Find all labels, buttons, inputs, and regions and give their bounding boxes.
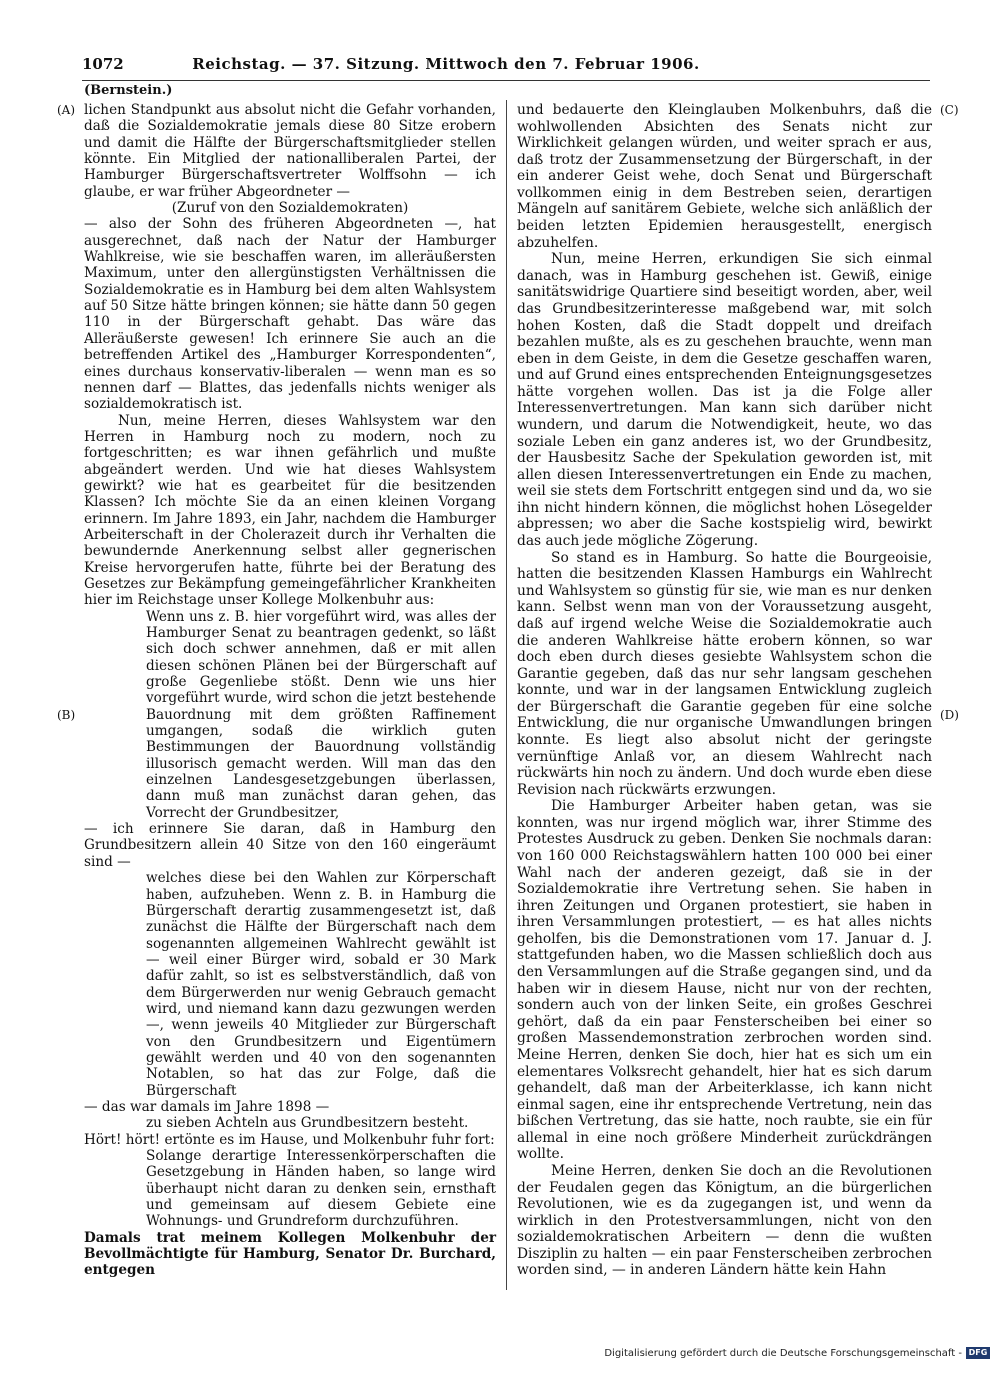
paragraph: zu sieben Achteln aus Grundbesitzern besteht. (146, 1115, 469, 1132)
paragraph: Damals trat meinem Kollegen Molkenbuhr der Bevollmächtigte für Hamburg, Senator Dr. Burchard, entgegen (84, 1229, 496, 1279)
page-number: 1072 (82, 55, 124, 73)
column-divider (506, 100, 507, 1290)
margin-label-b: (B) (57, 708, 76, 722)
paragraph: — das war damals im Jahre 1898 — (84, 1098, 330, 1115)
right-column (517, 102, 932, 1279)
dfg-logo: DFG (966, 1347, 990, 1359)
paragraph: Nun, meine Herren, dieses Wahlsystem war den Herren in Hamburg noch zu modern, noch zu fortgeschritten; es war ihnen gefährlich und mußte abgeändert werden. Und wie hat dieses Wahlsystem gewirkt? wie hat es gearbeitet für die besitzenden Klassen? Ich möchte Sie da an einen kleinen Vorgang erinnern. Im Jahre 1893, ein Jahr, nachdem die Hamburger Arbeiterschaft in der Cholerazeit durch ihr Verhalten die bewundernde Anerkennung selbst aller gegnerischen Kreise hervorgerufen hatte, führte bei der Beratung des Gesetzes zur Bekämpfung gemeingefährlicher Krankheiten hier im Reichstage unser Kollege Molkenbuhr aus: (84, 412, 496, 609)
speaker-note: (Bernstein.) (84, 83, 173, 98)
footer-text: Digitalisierung gefördert durch die Deutsche Forschungsgemeinschaft - (604, 1347, 962, 1359)
paragraph: lichen Standpunkt aus absolut nicht die Gefahr vorhanden, daß die Sozialdemokratie jemals diese 80 Sitze erobern und damit die Hälfte der Bürgerschaftsmitglieder stellen könnte. Ein Mitglied der nationalliberalen Partei, der Hamburger Bürgerschaftsvertreter Wolffsohn — ich glaube, er war früher Abgeordneter — (84, 102, 496, 200)
paragraph: (Zuruf von den Sozialdemokraten) (171, 200, 409, 217)
margin-label-d: (D) (940, 708, 959, 722)
header-rule (82, 80, 930, 81)
left-column (84, 102, 496, 1279)
paragraph: Wenn uns z. B. hier vorgeführt wird, was alles der Hamburger Senat zu beantragen gedenkt, so läßt sich doch schwer annehmen, daß er mit allen diesen schönen Plänen bei der Bürgerschaft auf große Gegenliebe stößt. Denn wie uns hier vorgeführt wurde, wird schon die jetzt bestehende Bauordnung mit dem größten Raffinement umgangen, sodaß die wirklich guten Bestimmungen der Bauordnung vollständig illusorisch gemacht werden. Will man das den einzelnen Landesgesetzgebungen überlassen, dann muß man zunächst daran gehen, das Vorrecht der Grundbesitzer, (146, 608, 496, 821)
running-title: Reichstag. — 37. Sitzung. Mittwoch den 7. Februar 1906. (192, 55, 700, 73)
paragraph: und bedauerte den Kleinglauben Molkenbuhrs, daß die wohlwollenden Absichten des Senats nicht zur Wirklichkeit gelangen würden, und weiter sprach er aus, daß trotz der Zusammensetzung der Bürgerschaft, in der ein anderer Geist wehe, doch Senat und Bürgerschaft vollkommen einig in dem Bestreben seien, derartigen Mängeln auf sanitärem Gebiete, welche sich anläßlich der beiden letzten Epidemien herausgestellt, energisch abzuhelfen. (517, 102, 932, 251)
paragraph: — ich erinnere Sie daran, daß in Hamburg den Grundbesitzern allein 40 Sitze von den 160 eingeräumt sind — (84, 821, 496, 870)
margin-label-c: (C) (940, 103, 959, 117)
paragraph: Nun, meine Herren, erkundigen Sie sich einmal danach, was in Hamburg geschehen ist. Gewiß, einige sanitätswidrige Quartiere sind beseitigt worden, aber, weil das Grundbesitzerinteresse maßgebend war, mit solch hohen Kosten, daß die Stadt doppelt und dreifach bezahlen mußte, als es zu geschehen brauchte, wenn man eben in dem Geiste, in dem die Gesetze geschaffen waren, und auf Grund eines entsprechenden Enteignungsgesetzes hätte vorgehen wollen. Das ist ja die Folge aller Interessenvertretungen. Man kann sich darüber nicht wundern, und darum die Notwendigkeit, heute, wo das soziale Leben ein ganz anderes ist, wo der Grundbesitz, der Hausbesitz Sache der Spekulation geworden ist, mit allen diesen Interessenvertretungen ein Ende zu machen, weil sie stets dem Fortschritt entgegen sind und da, wo sie ihn nicht hindern können, die möglichst hohen Lösegelder abpressen; wo aber die Sache kostspielig wird, bewirkt das auch jede mögliche Zögerung. (517, 251, 932, 550)
footer-credit (604, 1347, 990, 1359)
paragraph: Hört! hört! ertönte es im Hause, und Molkenbuhr fuhr fort: (84, 1131, 495, 1148)
paragraph: Die Hamburger Arbeiter haben getan, was sie konnten, was nur irgend möglich war, ihrer Stimme des Protestes Ausdruck zu geben. Denken Sie nochmals daran: von 160 000 Reichstagswählern hatten 100 000 bei einer Wahl nach der anderen gezeigt, daß sie in der Sozialdemokratie ihre Vertretung sehen. Sie haben in ihren Zeitungen und Organen protestiert, sie haben in ihren Versammlungen protestiert, — es hat alles nichts geholfen, bis die Demonstrationen vom 17. Januar d. J. stattgefunden haben, wo die Massen schließlich doch aus den Versammlungen auf die Straße gegangen sind, und da haben wir in diesem Hause, nicht nur von der rechten, sondern auch von der linken Seite, ein großes Geschrei gehört, daß da ein paar Fensterscheiben bei einer so großen Massendemonstration zerbrochen worden sind. Meine Herren, denken Sie doch, hier hat es sich um ein elementares Volksrecht gehandelt, hier hat es sich darum gehandelt, daß man der Arbeiterklasse, ich kann nicht einmal sagen, eine ihr entsprechende Vertretung, nein das bißchen Vertretung, das sie hatte, noch raubte, sie ein für allemal in eine noch größere Minderheit zurückdrängen wollte. (517, 798, 932, 1163)
margin-label-a: (A) (57, 103, 76, 117)
paragraph: — also der Sohn des früheren Abgeordneten —, hat ausgerechnet, daß nach der Natur der Hamburger Wahlkreise, wie sie beschaffen waren, im alleräußersten Maximum, unter den allergünstigsten Verhältnissen die Sozialdemokratie es in Hamburg bei dem alten Wahlsystem auf 50 Sitze hätte bringen können; sie hätte dann 50 gegen 110 in der Bürgerschaft gehabt. Das wäre das Alleräußerste gewesen! Ich erinnere Sie auch an die betreffenden Artikel des „Hamburger Korrespondenten“, eines durchaus konservativ-liberalen — wenn man es so nennen darf — Blattes, das jedenfalls nichts weniger als sozialdemokratisch ist. (84, 216, 496, 413)
paragraph: Meine Herren, denken Sie doch an die Revolutionen der Feudalen gegen das Königtum, an die bürgerlichen Revolutionen, wie es da zugegangen ist, und wenn da wirklich in den Protestversammlungen, nicht von den sozialdemokratischen Arbeitern — denn die wußten Disziplin zu halten — ein paar Fensterscheiben zerbrochen worden sind, — in anderen Ländern hätte kein Hahn (517, 1163, 932, 1279)
paragraph: welches diese bei den Wahlen zur Körperschaft haben, aufzuheben. Wenn z. B. in Hamburg die Bürgerschaft derartig zusammengesetzt ist, daß zunächst die Hälfte der Bürgerschaft nach dem sogenannten allgemeinen Wahlrecht gewählt ist — weil einer Bürger wird, sobald er 30 Mark dafür zahlt, so ist es selbstverständlich, daß von dem Bürgerwerden nur wenig Gebrauch gemacht wird, und niemand kann dazu gezwungen werden —, wenn jeweils 40 Mitglieder zur Bürgerschaft von den Grundbesitzern und Eigentümern gewählt werden und 40 von den sogenannten Notablen, so hat das zur Folge, daß die Bürgerschaft (146, 870, 496, 1099)
page-header (82, 55, 930, 77)
paragraph: So stand es in Hamburg. So hatte die Bourgeoisie, hatten die besitzenden Klassen Hamburgs ein Wahlrecht und Wahlsystem so günstig für sie, wie man es nur denken kann. Selbst wenn man von der Voraussetzung ausgeht, daß auf irgend welche Weise die Sozialdemokratie auch die anderen Wahlkreise hätte erobern können, so war doch eben durch dieses gesiebte Wahlsystem schon die Garantie gegeben, daß das nur sehr langsam geschehen konnte, und war in der langsamen Entwicklung zugleich der Bürgerschaft die Garantie gegeben für eine solche Entwicklung, die nur organische Umwandlungen bringen konnte. Es liegt also absolut nicht der geringste vernünftige Anlaß vor, an diesem Wahlrecht nach rückwärts hin noch zu ändern. Und doch wurde eben diese Revision nach rückwärts erzwungen. (517, 549, 932, 798)
paragraph: Solange derartige Interessenkörperschaften die Gesetzgebung in Händen haben, so lange wird überhaupt nicht daran zu denken sein, ernsthaft und gemeinsam auf diesem Gebiete eine Wohnungs- und Grundreform durchzuführen. (146, 1148, 496, 1230)
